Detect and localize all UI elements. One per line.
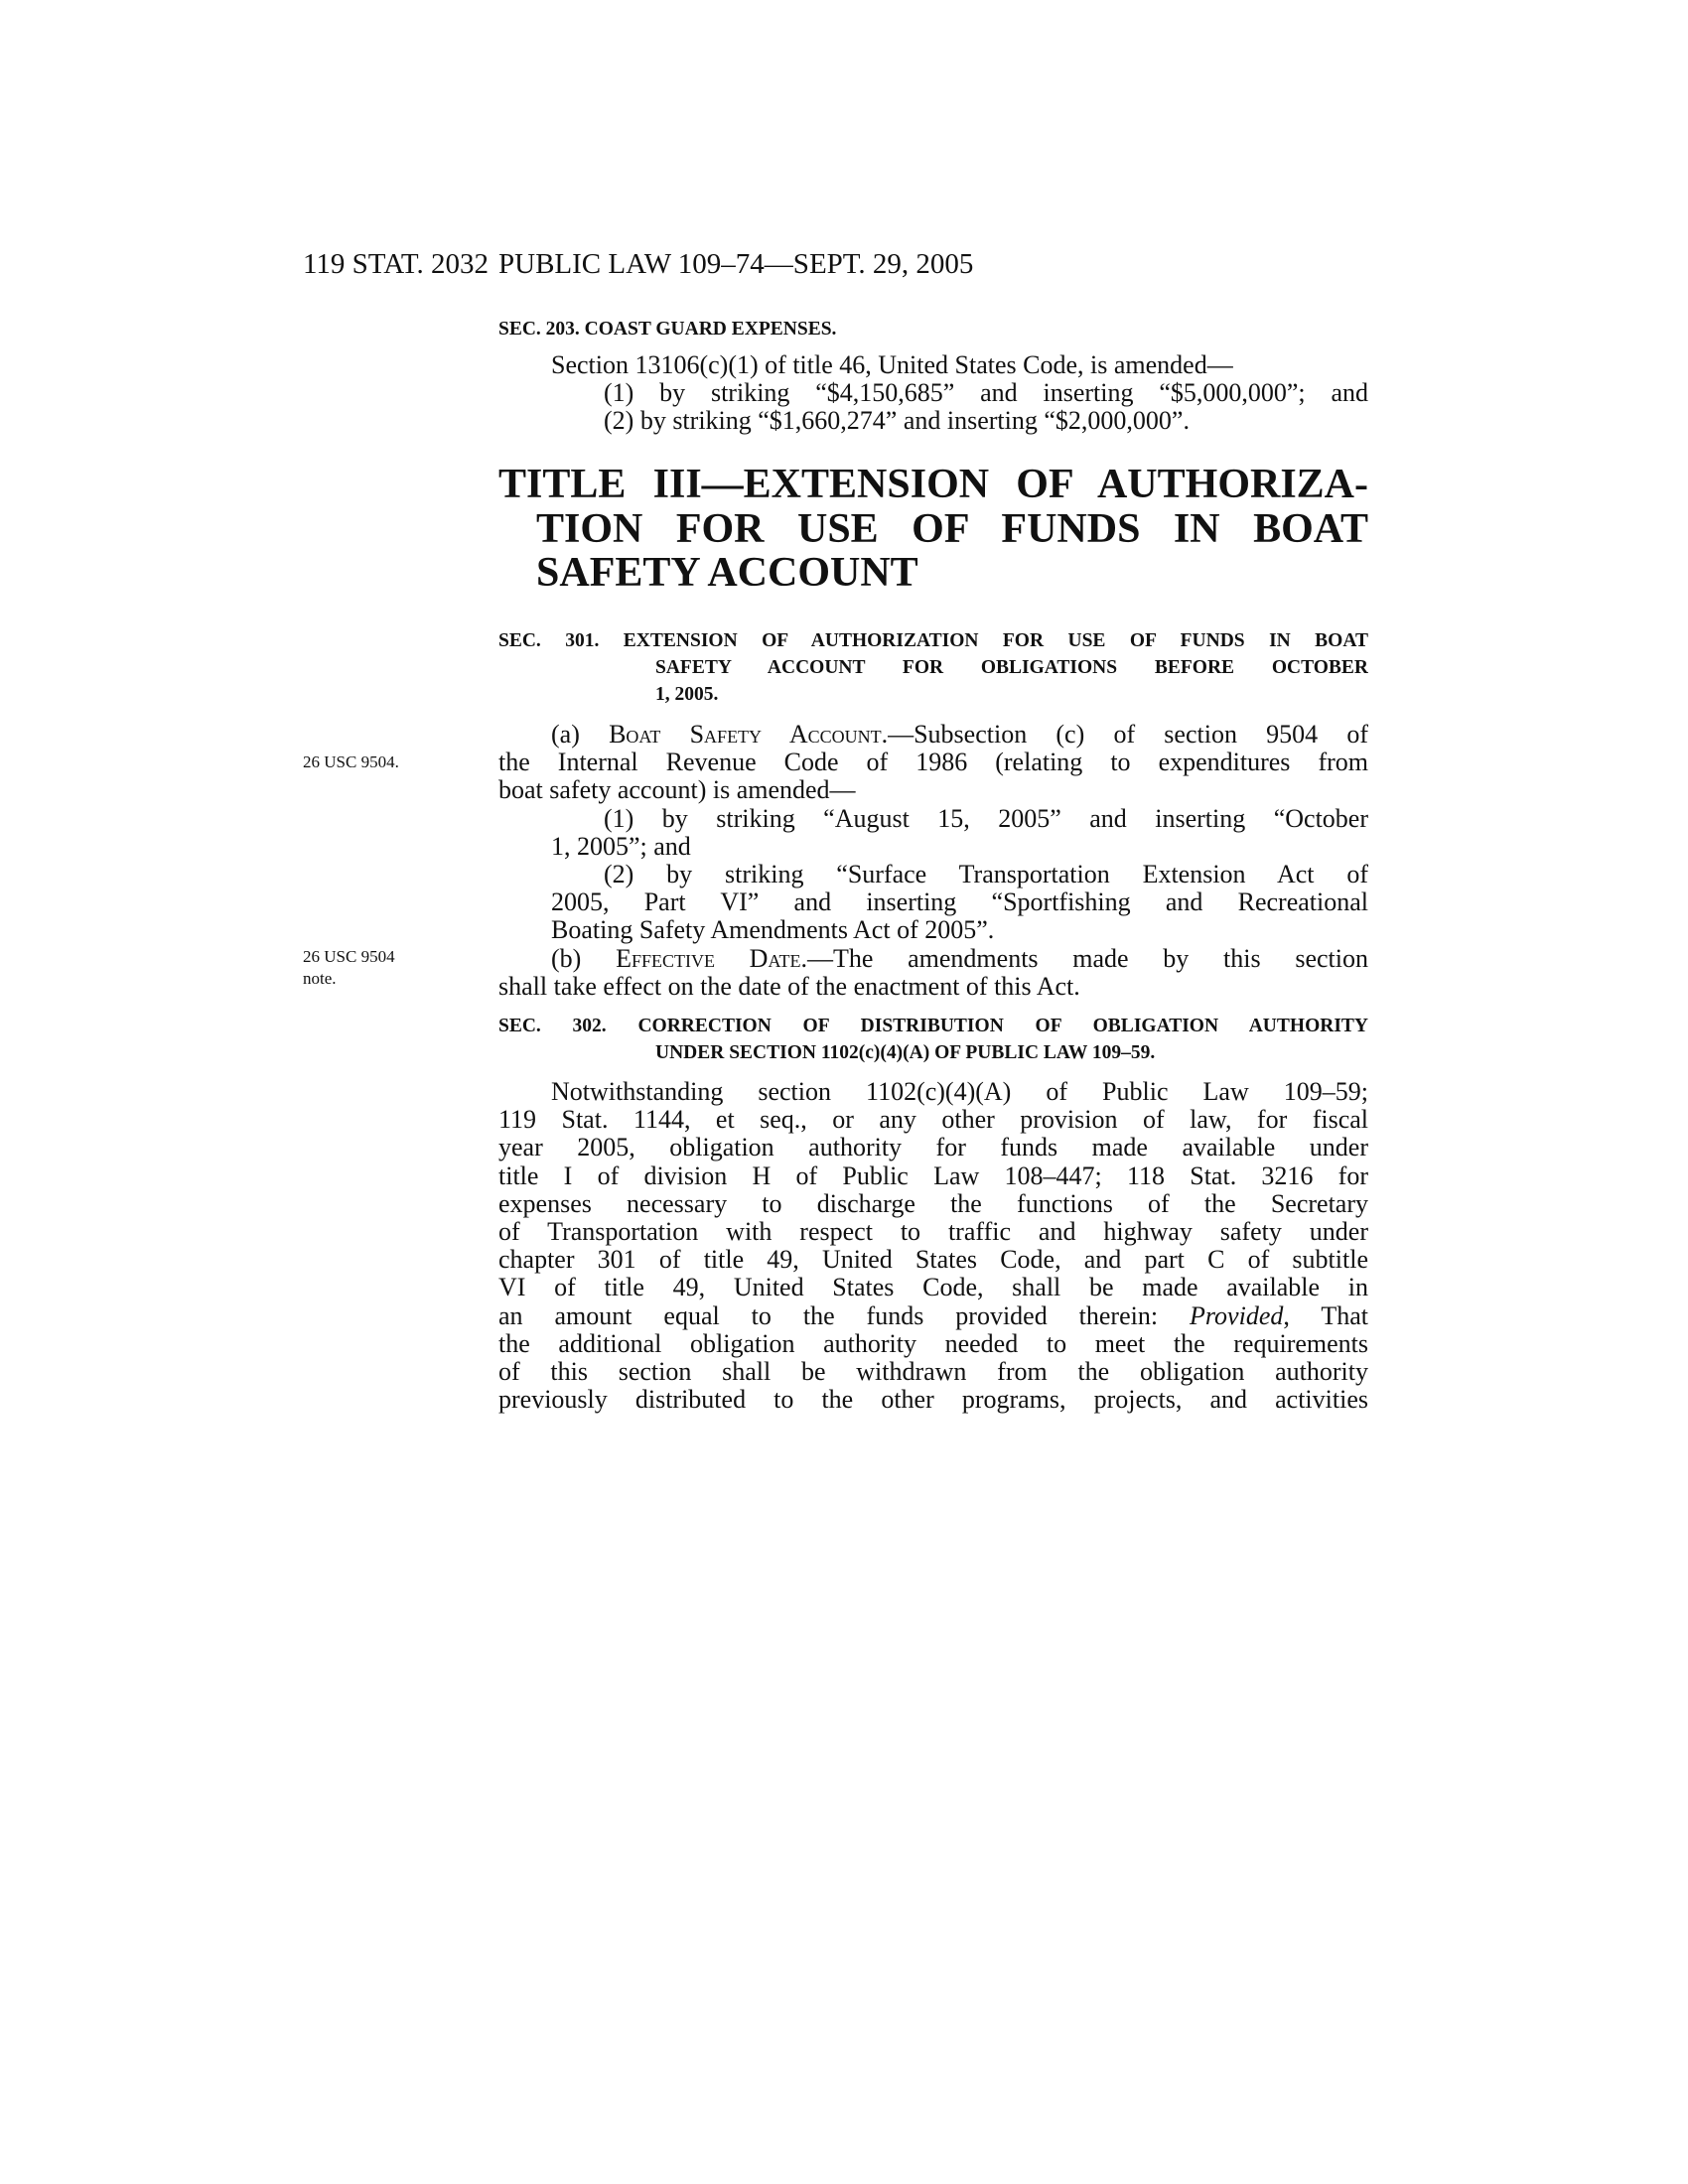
heading-line: SEC. 302. CORRECTION OF DISTRIBUTION OF OBLIGATION AUTHORITY [498,1016,1368,1036]
heading-line: UNDER SECTION 1102(c)(4)(A) OF PUBLIC LAW 109–59. [655,1042,1156,1063]
text: an amount equal to the funds provided therein: [498,1301,1191,1330]
prefix: (b) [551,944,617,973]
title-iii-heading [498,463,1368,596]
text-line: (2) by striking “Surface Transportation Extension Act of [604,860,1368,888]
text-line: (1) by striking “August 15, 2005” and inserting “October [604,804,1368,833]
text-line: the Internal Revenue Code of 1986 (relating to expenditures from [498,749,1368,777]
text-line: Boating Safety Amendments Act of 2005”. [551,916,995,945]
heading-line: 1, 2005. [655,684,719,705]
subsection-caption: Boat Safety Account. [609,721,889,749]
text-line: VI of title 49, United States Code, shall be made available in [498,1274,1368,1302]
text-line: boat safety account) is amended— [498,776,856,805]
sec-302-body [498,1078,1368,1414]
title-line: TION FOR USE OF FUNDS IN BOAT [536,506,1368,551]
margin-note-a: 26 USC 9504. [303,752,399,771]
text-line: 1, 2005”; and [551,832,691,861]
text-line: of this section shall be withdrawn from the obligation authority [498,1357,1368,1386]
text-line: the additional obligation authority needed to meet the requirements [498,1329,1368,1358]
prefix: (a) [551,721,610,749]
text-line: title I of division H of Public Law 108–447; 118 Stat. 3216 for [498,1161,1368,1190]
text-line: Notwithstanding section 1102(c)(4)(A) of Public Law 109–59; [551,1078,1368,1106]
sec-301-heading [498,627,1368,708]
text-line: 2005, Part VI” and inserting “Sportfishing and Recreational [551,888,1368,917]
subsection-b-first-line [551,945,1368,973]
heading-line: SAFETY ACCOUNT FOR OBLIGATIONS BEFORE OCTOBER [655,657,1368,678]
text-line: previously distributed to the other programs, projects, and activities [498,1386,1368,1415]
text: —The amendments made by this section [806,944,1368,973]
text-line: Section 13106(c)(1) of title 46, United States Code, is amended— [551,351,1233,379]
text-line: chapter 301 of title 49, United States Code, and part C of subtitle [498,1246,1368,1275]
text-line: expenses necessary to discharge the functions of the Secretary [498,1189,1368,1218]
text-line: (1) by striking “$4,150,685” and inserting “$5,000,000”; and [604,379,1368,408]
margin-note-line: note. [303,969,337,988]
text-line [498,1302,1368,1330]
subsection-a-first-line [551,721,1368,749]
title-line: TITLE III—EXTENSION OF AUTHORIZA- [498,463,1368,507]
text-line: year 2005, obligation authority for funds made available under [498,1134,1368,1162]
provided-italic: Provided [1190,1301,1284,1330]
margin-note-line: 26 USC 9504 [303,947,395,966]
text: —Subsection (c) of section 9504 of [888,721,1368,749]
title-line: SAFETY ACCOUNT [536,551,918,596]
margin-note-b [303,946,432,990]
page-reference: 119 STAT. 2032 [303,248,489,280]
text-line: shall take effect on the date of the enactment of this Act. [498,972,1080,1001]
heading-line: SEC. 301. EXTENSION OF AUTHORIZATION FOR USE OF FUNDS IN BOAT [498,630,1368,651]
subsection-caption: Effective Date. [616,944,807,973]
text-line: (2) by striking “$1,660,274” and inserting “$2,000,000”. [604,407,1190,436]
text-line: of Transportation with respect to traffic and highway safety under [498,1217,1368,1246]
running-head: PUBLIC LAW 109–74—SEPT. 29, 2005 [498,248,974,280]
sec-301-body [498,721,1368,1001]
sec-203-heading: SEC. 203. COAST GUARD EXPENSES. [498,319,837,340]
text-line: 119 Stat. 1144, et seq., or any other provision of law, for fiscal [498,1106,1368,1135]
sec-203-body [498,351,1368,436]
sec-302-heading [498,1013,1368,1066]
text: , That [1283,1301,1368,1330]
